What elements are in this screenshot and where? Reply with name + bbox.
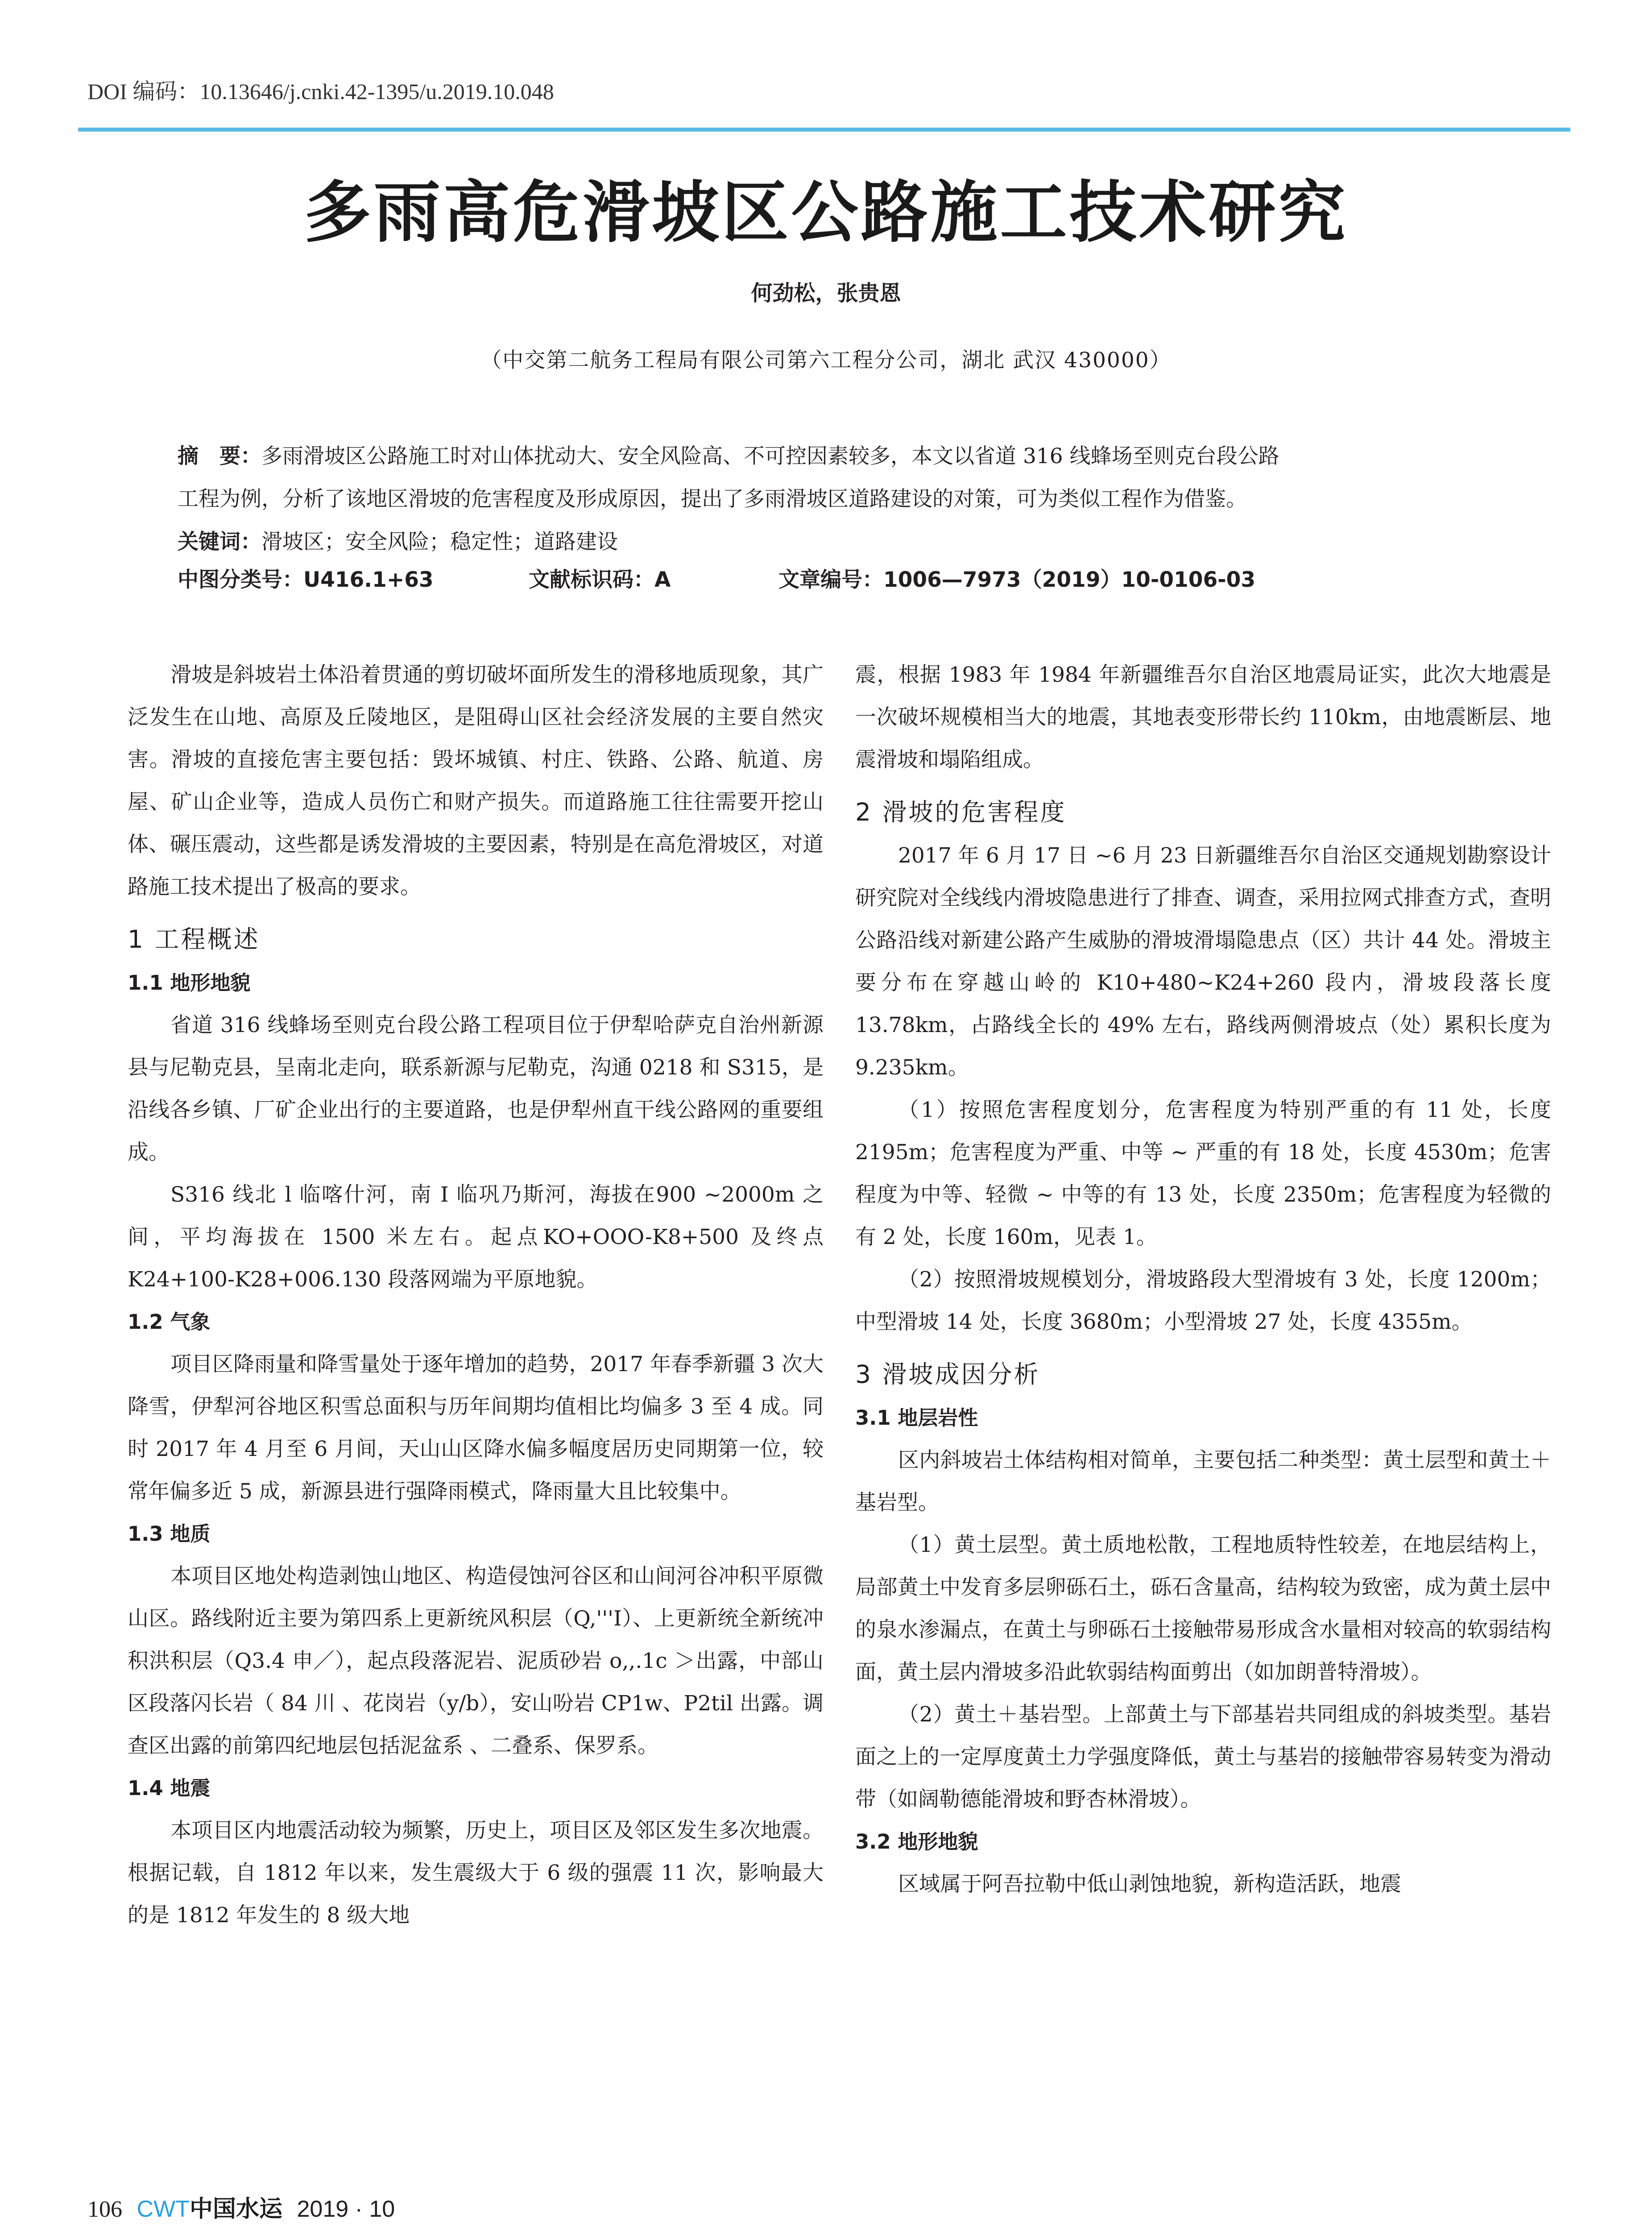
abstract-text-1: 多雨滑坡区公路施工时对山体扰动大、安全风险高、不可控因素较多，本文以省道 316 线蜂场至则克台段公路 — [261, 444, 1279, 469]
abstract-line-1 — [178, 435, 1480, 478]
section-2-heading: 2 滑坡的危害程度 — [855, 798, 1067, 826]
page-footer — [87, 2190, 395, 2223]
section-1-4-paragraph: 本项目区内地震活动较为频繁，历史上，项目区及邻区发生多次地震。根据记载，自 1812 年以来，发生震级大于 6 级的强震 11 次，影响最大的是 1812 年发生的 8 级大地 — [128, 1818, 824, 1928]
document-code: 文献标识码：A — [529, 568, 671, 592]
section-1-1-paragraph-1: 省道 316 线蜂场至则克台段公路工程项目位于伊犁哈萨克自治州新源县与尼勒克县，呈南北走向，联系新源与尼勒克，沟通 0218 和 S315，是沿线各乡镇、厂矿企业出行的主要道路，也是伊犁州直干线公路网的重要组成。 — [128, 1013, 824, 1165]
continued-paragraph: 震，根据 1983 年 1984 年新疆维吾尔自治区地震局证实，此次大地震是一次破坏规模相当大的地震，其地表变形带长约 110km，由地震断层、地震滑坡和塌陷组成。 — [855, 663, 1551, 772]
section-1-2-paragraph: 项目区降雨量和降雪量处于逐年增加的趋势，2017 年春季新疆 3 次大降雪，伊犁河谷地区积雪总面积与历年间期均值相比均偏多 3 至 4 成。同时 2017 年 4 月至 6 月间，天山山区降水偏多幅度居历史同期第一位，较常年偏多近 5 成，新源县进行强降雨模式，降雨量大且比较集中。 — [128, 1352, 824, 1504]
section-1-3-paragraph: 本项目区地处构造剥蚀山地区、构造侵蚀河谷区和山间河谷冲积平原微山区。路线附近主要为第四系上更新统风积层（Q,'''I）、上更新统全新统冲积洪积层（Q3.4 申／），起点段落泥岩、泥质砂岩 o,,.1c ＞出露，中部山区段落闪长岩（ 84 川 、花岗岩（y/b），安山吩岩 CP1w、P2til 出露。调查区出露的前第四纪地层包括泥盆系 、二叠系、保罗系。 — [128, 1564, 824, 1758]
article-number: 文章编号：1006—7973（2019）10-0106-03 — [778, 568, 1256, 592]
article-affiliation: （中交第二航务工程局有限公司第六工程分公司，湖北 武汉 430000） — [480, 348, 1172, 373]
intro-paragraph: 滑坡是斜坡岩土体沿着贯通的剪切破坏面所发生的滑移地质现象，其广泛发生在山地、高原及丘陵地区，是阻碍山区社会经济发展的主要自然灾害。滑坡的直接危害主要包括：毁坏城镇、村庄、铁路、公路、航道、房屋、矿山企业等，造成人员伤亡和财产损失。而道路施工往往需要开挖山体、碾压震动，这些都是诱发滑坡的主要因素，特别是在高危滑坡区，对道路施工技术提出了极高的要求。 — [128, 663, 824, 899]
section-2-paragraph-3: （2）按照滑坡规模划分，滑坡路段大型滑坡有 3 处，长度 1200m；中型滑坡 14 处，长度 3680m；小型滑坡 27 处，长度 4355m。 — [855, 1267, 1551, 1334]
section-1-2-heading: 1.2 气象 — [128, 1310, 211, 1334]
section-3-2-paragraph: 区域属于阿吾拉勒中低山剥蚀地貌，新构造活跃，地震 — [898, 1872, 1401, 1896]
clc-number: 中图分类号：U416.1+63 — [178, 568, 434, 592]
section-1-1-paragraph-2: S316 线北 l 临喀什河，南 I 临巩乃斯河，海拔在900 ~2000m 之间，平均海拔在 1500 米左右。起点KO+OOO-K8+500 及终点K24+100-K28+006.130 段落网端为平原地貌。 — [128, 1182, 824, 1292]
keywords-line — [178, 521, 1480, 564]
issue-number: 2019 · 10 — [297, 2196, 395, 2222]
section-3-1-paragraph-2: （1）黄土层型。黄土质地松散，工程地质特性较差，在地层结构上，局部黄土中发育多层卵砾石土，砾石含量高，结构较为致密，成为黄土层中的泉水渗漏点，在黄土与卵砾石土接触带易形成含水量相对较高的软弱结构面，黄土层内滑坡多沿此软弱结构面剪出（如加朗普特滑坡）。 — [855, 1533, 1551, 1684]
abstract-label: 摘 要： — [178, 444, 261, 469]
section-2-paragraph-1: 2017 年 6 月 17 日 ~6 月 23 日新疆维吾尔自治区交通规划勘察设计研究院对全线线内滑坡隐患进行了排查、调查，采用拉网式排查方式，查明公路沿线对新建公路产生威胁的滑坡滑塌隐患点（区）共计 44 处。滑坡主要分布在穿越山岭的 K10+480~K24+260 段内，滑坡段落长度 13.78km，占路线全长的 49% 左右，路线两侧滑坡点（处）累积长度为 9.235km。 — [855, 843, 1551, 1080]
page-number: 106 — [87, 2197, 122, 2222]
section-1-1-heading: 1.1 地形地貌 — [128, 971, 251, 995]
abstract-block — [178, 435, 1480, 564]
section-3-2-heading: 3.2 地形地貌 — [855, 1830, 978, 1854]
article-title: 多雨高危滑坡区公路施工技术研究 — [304, 174, 1348, 252]
article-authors: 何劲松，张贵恩 — [751, 281, 901, 306]
section-1-4-heading: 1.4 地震 — [128, 1776, 211, 1800]
abstract-line-2: 工程为例，分析了该地区滑坡的危害程度及形成原因，提出了多雨滑坡区道路建设的对策，可为类似工程作为借鉴。 — [178, 487, 1247, 511]
cwt-logo-text: CWT — [137, 2196, 190, 2222]
section-3-1-heading: 3.1 地层岩性 — [855, 1406, 978, 1430]
section-1-heading: 1 工程概述 — [128, 925, 260, 954]
header-rule — [78, 128, 1570, 132]
magazine-name: 中国水运 — [189, 2196, 282, 2223]
right-column — [855, 654, 1551, 1905]
keywords-label: 关键词： — [178, 530, 261, 554]
section-3-1-paragraph-3: （2）黄土＋基岩型。上部黄土与下部基岩共同组成的斜坡类型。基岩面之上的一定厚度黄土力学强度降低，黄土与基岩的接触带容易转变为滑动带（如阔勒德能滑坡和野杏林滑坡）。 — [855, 1702, 1551, 1812]
section-3-1-paragraph-1: 区内斜坡岩土体结构相对简单，主要包括二种类型：黄土层型和黄土＋基岩型。 — [855, 1448, 1551, 1515]
section-1-3-heading: 1.3 地质 — [128, 1522, 211, 1546]
left-column — [128, 654, 824, 1937]
keywords-text: 滑坡区；安全风险；稳定性；道路建设 — [261, 530, 618, 554]
section-2-paragraph-2: （1）按照危害程度划分，危害程度为特别严重的有 11 处，长度 2195m；危害程度为严重、中等 ~ 严重的有 18 处，长度 4530m；危害程度为中等、轻微 ~ 中等的有 13 处，长度 2350m；危害程度为轻微的有 2 处，长度 160m，见表 1。 — [855, 1098, 1551, 1249]
doi-line: DOI 编码：10.13646/j.cnki.42-1395/u.2019.10.048 — [87, 79, 554, 104]
section-3-heading: 3 滑坡成因分析 — [855, 1360, 1040, 1389]
